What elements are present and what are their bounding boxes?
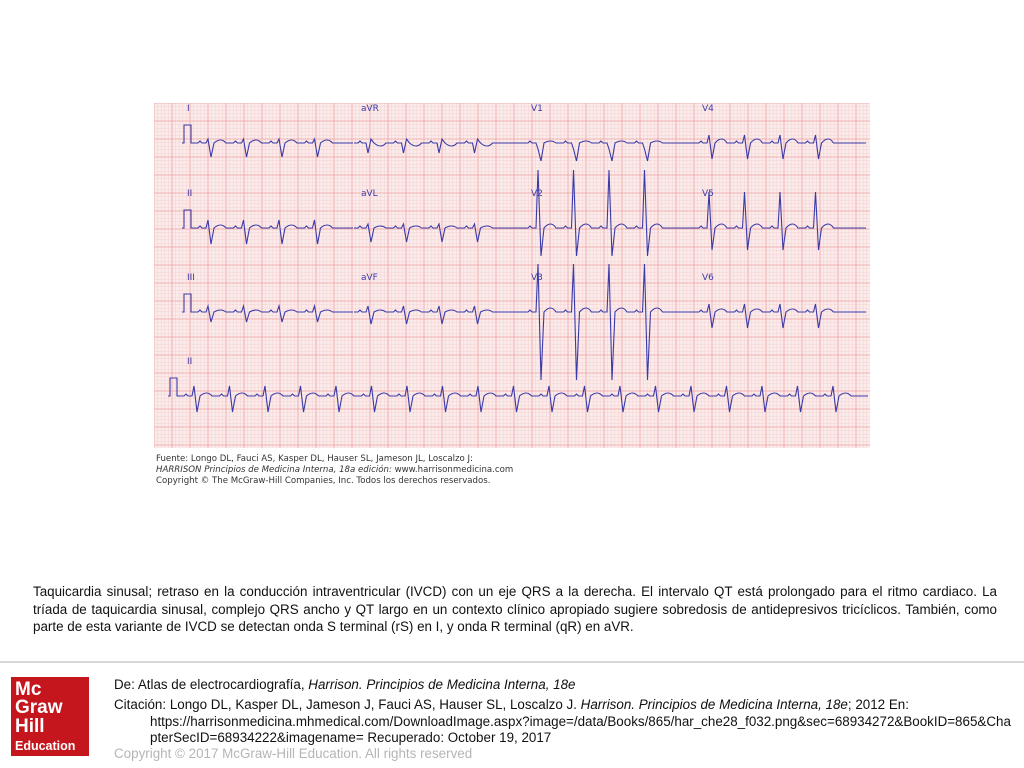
logo-line-mc: Mc	[15, 679, 42, 700]
ecg-trace-aVF	[354, 306, 525, 324]
lead-label-III: III	[187, 273, 195, 283]
lead-label-aVL: aVL	[361, 189, 378, 199]
lead-label-V6: V6	[702, 273, 714, 283]
ecg-source-note	[154, 448, 870, 488]
mcgraw-hill-education-logo	[11, 677, 89, 756]
copyright-notice: Copyright © 2017 McGraw-Hill Education. All rights reserved	[114, 746, 473, 761]
lead-label-rhythm-II: II	[187, 357, 193, 367]
lead-label-I: I	[187, 104, 190, 114]
lead-label-V1: V1	[531, 104, 543, 114]
ecg-trace-aVL	[354, 224, 525, 242]
ecg-source-url: www.harrisonmedicina.com	[394, 465, 514, 475]
figure-caption	[33, 583, 997, 636]
citation-line	[114, 697, 1014, 714]
logo-line-hill: Hill	[15, 716, 45, 737]
ecg-source-book-title: HARRISON Principios de Medicina Interna, 18a edición:	[156, 465, 392, 475]
lead-label-V4: V4	[702, 104, 714, 114]
ecg-source-line-3: Copyright © The McGraw-Hill Companies, Inc. Todos los derechos reservados.	[156, 476, 491, 486]
caption-text: Taquicardia sinusal; retraso en la conducción intraventricular (IVCD) con un eje QRS a la derecha. El intervalo QT está prolongado para el ritmo cardiaco. La tríada de taquicardia sinusal, complejo QRS ancho y QT largo en un contexto clínico apropiado sugiere sobredosis de antidepresivos tricíclicos. También, como parte de esta variante de IVCD se detectan onda S terminal (rS) en I, y onda R terminal (qR) en aVR.	[33, 584, 997, 634]
citation-prefix: Citación: Longo DL, Kasper DL, Jameson J, Fauci AS, Hauser SL, Loscalzo J.	[114, 697, 581, 712]
ecg-source-line-1: Fuente: Longo DL, Fauci AS, Kasper DL, Hauser SL, Jameson JL, Loscalzo J:	[156, 454, 473, 464]
logo-line-education: Education	[15, 739, 76, 753]
citation-url[interactable]: https://harrisonmedicina.mhmedical.com/DownloadImage.aspx?image=/data/Books/865/har_che28_f032.png&sec=68934272&BookID=865&ChapterSecID=68934222&imagename= Recuperado: October 19, 2017	[150, 713, 1011, 745]
citation-title: Harrison. Principios de Medicina Interna, 18e	[580, 697, 848, 712]
lead-label-aVF: aVF	[361, 273, 378, 283]
ecg-figure	[154, 103, 870, 488]
citation-suffix: ; 2012 En:	[847, 697, 909, 712]
citation	[114, 697, 1014, 747]
source-line	[114, 677, 576, 692]
ecg-source-line-2	[154, 465, 870, 476]
lead-label-V5: V5	[702, 189, 714, 199]
footer-divider	[0, 661, 1024, 663]
logo-line-graw: Graw	[15, 697, 63, 718]
lead-label-V2: V2	[531, 189, 543, 199]
source-prefix: De: Atlas de electrocardiografía,	[114, 677, 309, 692]
lead-label-V3: V3	[531, 273, 543, 283]
source-title: Harrison. Principios de Medicina Interna, 18e	[308, 677, 576, 692]
ecg-tracing	[154, 103, 870, 448]
lead-label-II: II	[187, 189, 193, 199]
lead-label-aVR: aVR	[361, 104, 379, 114]
